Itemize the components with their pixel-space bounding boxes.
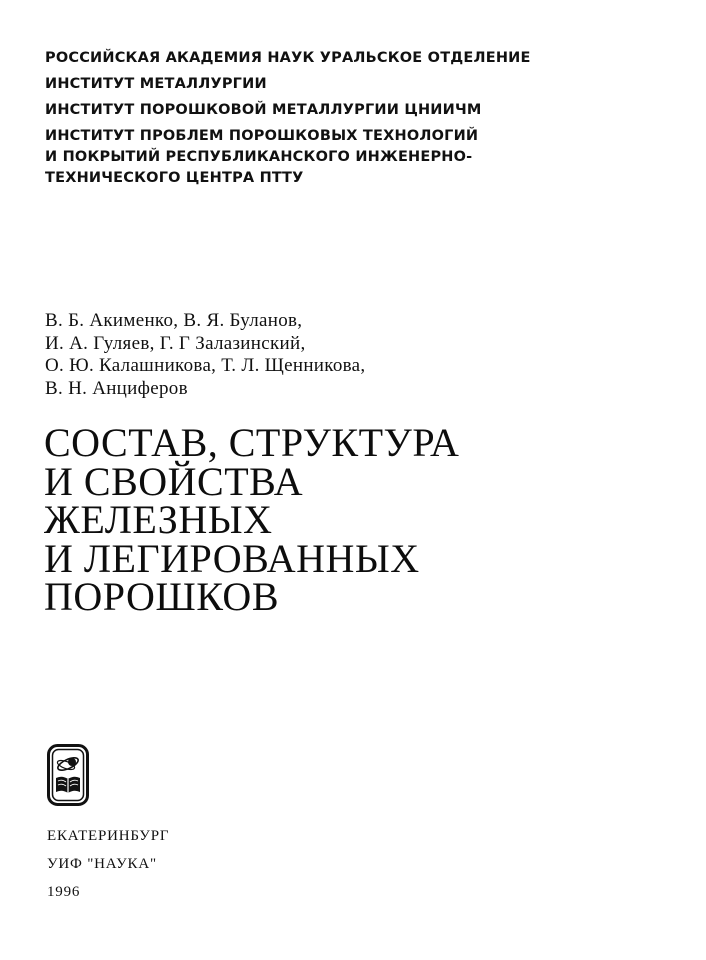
- author-line: О. Ю. Калашникова, Т. Л. Щенникова,: [45, 355, 366, 376]
- imprint-block: [47, 822, 447, 906]
- imprint-city: ЕКАТЕРИНБУРГ: [47, 828, 170, 844]
- publisher-logo-book-icon: [47, 744, 89, 806]
- author-line: В. Б. Акименко, В. Я. Буланов,: [45, 310, 303, 331]
- title-line: ЖЕЛЕЗНЫХ: [44, 497, 273, 542]
- author-line: В. Н. Анциферов: [45, 377, 188, 399]
- title-line: И СВОЙСТВА: [44, 458, 304, 504]
- institution-line: РОССИЙСКАЯ АКАДЕМИЯ НАУК УРАЛЬСКОЕ ОТДЕЛЕНИЕ: [45, 50, 531, 66]
- imprint-publisher: УИФ "НАУКА": [47, 856, 157, 872]
- institution-line: И ПОКРЫТИЙ РЕСПУБЛИКАНСКОГО ИНЖЕНЕРНО-: [45, 149, 473, 165]
- authors-block: [45, 310, 645, 400]
- institution-line: ТЕХНИЧЕСКОГО ЦЕНТРА ПТТУ: [45, 170, 304, 186]
- imprint-year: 1996: [47, 884, 81, 900]
- institution-line: ИНСТИТУТ ПРОБЛЕМ ПОРОШКОВЫХ ТЕХНОЛОГИЙ: [45, 128, 479, 144]
- institution-line: ИНСТИТУТ МЕТАЛЛУРГИИ: [45, 76, 267, 92]
- institutions-block: [45, 48, 685, 189]
- book-title: [44, 420, 684, 619]
- title-line: СОСТАВ, СТРУКТУРА: [44, 420, 460, 465]
- title-line: ПОРОШКОВ: [44, 574, 279, 619]
- institution-line: ИНСТИТУТ ПОРОШКОВОЙ МЕТАЛЛУРГИИ ЦНИИЧМ: [45, 102, 482, 118]
- author-line: И. А. Гуляев, Г. Г Залазинский,: [45, 332, 306, 354]
- title-line: И ЛЕГИРОВАННЫХ: [44, 535, 420, 581]
